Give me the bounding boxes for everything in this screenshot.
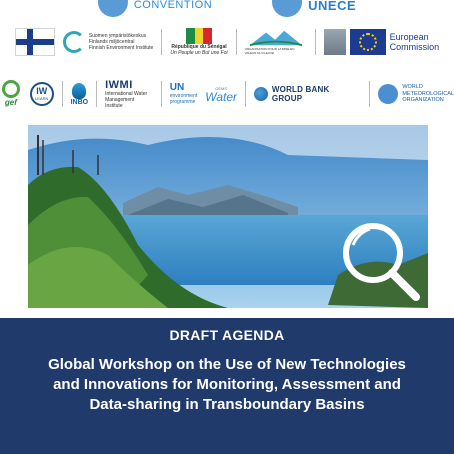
senegal-text: République du Sénégal	[171, 44, 227, 50]
iwmi-sub-2: Management Institute	[105, 96, 135, 109]
iw-sub: LEARN	[35, 96, 49, 101]
lake-landscape-photo	[28, 125, 428, 308]
unep-sub-2: programme	[169, 99, 196, 105]
unep-main: UN	[169, 82, 185, 93]
unep-sub-1: environment	[169, 93, 198, 99]
unece-logo-text: UNECE	[308, 0, 357, 13]
iwmi-sub-1: International Water	[105, 90, 148, 97]
wmo-emblem-icon	[378, 84, 398, 104]
wmo-text-2: METEOROLOGICAL	[402, 90, 454, 97]
logo-divider	[245, 81, 246, 107]
top-logo-row	[0, 0, 454, 18]
partner-logo-row-1	[0, 24, 454, 60]
water-drop-icon	[72, 83, 86, 99]
iw-main: IW	[36, 86, 48, 96]
syke-text-3: Finnish Environment Institute	[88, 45, 154, 51]
logo-divider	[236, 29, 237, 55]
iw-learn-logo	[30, 82, 54, 106]
ec-text-2: Commission	[389, 42, 440, 52]
wbg-label: WORLD BANK GROUP	[271, 85, 330, 103]
mountain-org-logo	[245, 29, 307, 55]
convention-logo-text: CONVENTION	[133, 0, 213, 11]
draft-agenda-label: DRAFT AGENDA	[169, 327, 285, 343]
gems-top: GEMS	[215, 85, 228, 91]
logo-divider	[96, 81, 97, 107]
world-bank-logo	[254, 85, 361, 103]
un-emblem-icon	[272, 0, 302, 17]
logo-divider	[161, 29, 162, 55]
convention-logo	[98, 1, 212, 17]
un-emblem-icon	[98, 0, 128, 17]
unep-logo	[170, 83, 198, 105]
syke-text-2: Finlands miljöcentral	[88, 39, 135, 45]
senegal-flag-icon	[186, 28, 212, 44]
wmo-text-1: WORLD	[402, 84, 423, 91]
globe-icon	[254, 87, 268, 101]
gems-main: Water	[205, 89, 238, 104]
mountain-icon	[245, 29, 307, 47]
logo-divider	[315, 29, 316, 55]
iwmi-label: IWMI	[105, 78, 133, 91]
mountain-org-text: ORGANISATION POUR LA MISE EN VALEUR DU FLEUVE	[244, 47, 295, 55]
logo-divider	[369, 81, 370, 107]
inbo-label: INBO	[70, 98, 89, 106]
unece-logo	[272, 1, 356, 17]
senegal-motto: Un Peuple un But une Foi	[170, 50, 228, 56]
inbo-logo	[71, 83, 89, 106]
european-commission-logo	[324, 29, 440, 55]
ec-text-1: European	[389, 32, 429, 42]
building-icon	[324, 29, 346, 55]
wmo-text-3: ORGANIZATION	[402, 97, 444, 104]
syke-text-1: Suomen ympäristökeskus	[88, 33, 147, 39]
wmo-logo	[378, 84, 454, 104]
logo-divider	[62, 81, 63, 107]
agenda-banner	[0, 318, 454, 454]
gef-label: gef	[4, 98, 17, 107]
finland-flag-icon	[15, 28, 55, 56]
gems-water-logo	[205, 86, 237, 103]
logo-divider	[161, 81, 162, 107]
gef-circle-icon	[2, 80, 20, 98]
workshop-title: Global Workshop on the Use of New Technologies and Innovations for Monitoring, Assessment and Data-sharing in Transboundary Basins	[48, 356, 406, 413]
eu-flag-icon	[350, 29, 386, 55]
senegal-logo	[170, 28, 227, 56]
syke-logo	[63, 31, 153, 53]
iwmi-logo	[105, 80, 153, 109]
gef-logo	[0, 80, 22, 108]
partner-logo-row-2	[0, 74, 454, 114]
syke-mark-icon	[63, 31, 85, 53]
landscape-illustration	[28, 125, 428, 308]
